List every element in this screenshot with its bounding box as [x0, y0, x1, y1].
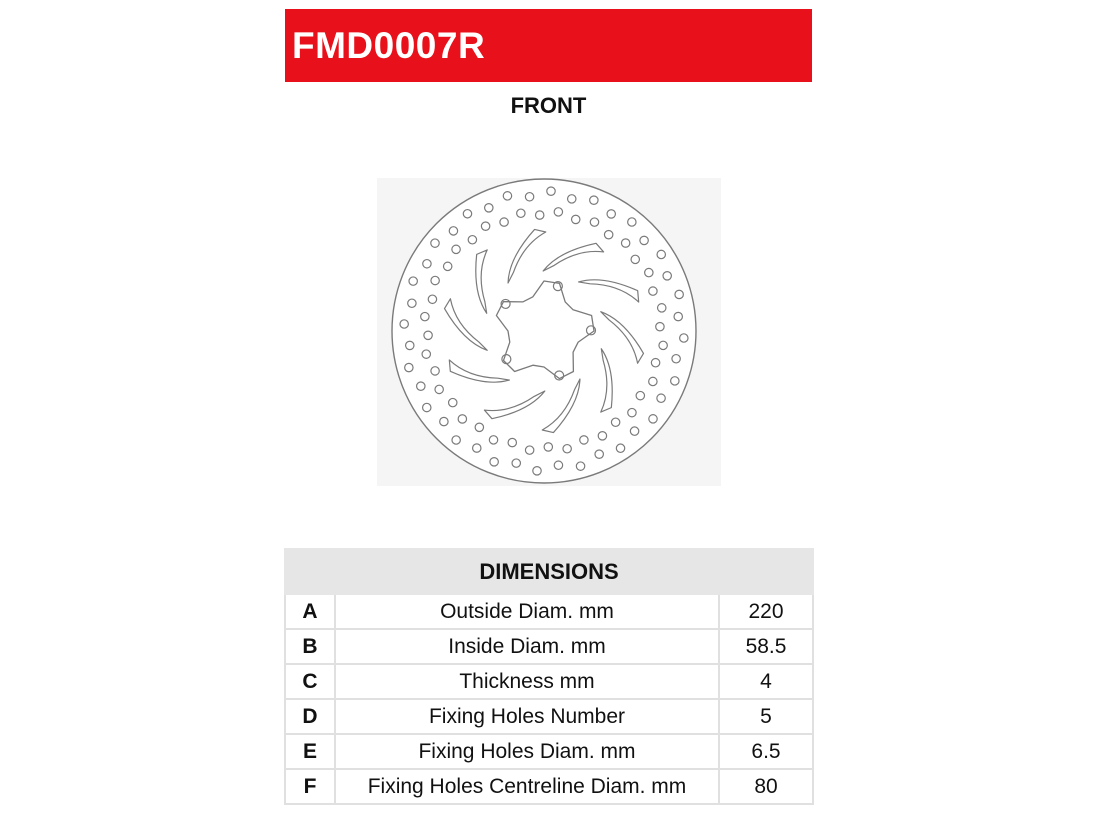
product-code: FMD0007R: [292, 24, 486, 66]
title-bar: [285, 9, 812, 82]
dimensions-header-row: [285, 549, 813, 594]
dimension-value: 6.5: [719, 734, 813, 769]
dimension-code: D: [285, 699, 335, 734]
dimension-value: 5: [719, 699, 813, 734]
dimension-code: E: [285, 734, 335, 769]
dimension-value: 58.5: [719, 629, 813, 664]
dimension-label: Fixing Holes Diam. mm: [335, 734, 719, 769]
dimension-code: A: [285, 594, 335, 629]
dimensions-table: [284, 548, 814, 805]
disc-drawing-area: [377, 178, 721, 486]
dimension-label: Thickness mm: [335, 664, 719, 699]
table-row: [285, 629, 813, 664]
dimension-code: C: [285, 664, 335, 699]
dimension-label: Fixing Holes Number: [335, 699, 719, 734]
dimension-code: B: [285, 629, 335, 664]
table-row: [285, 664, 813, 699]
dimension-label: Outside Diam. mm: [335, 594, 719, 629]
dimension-label: Inside Diam. mm: [335, 629, 719, 664]
table-row: [285, 699, 813, 734]
table-row: [285, 734, 813, 769]
dimension-label: Fixing Holes Centreline Diam. mm: [335, 769, 719, 804]
table-row: [285, 769, 813, 804]
dimension-value: 4: [719, 664, 813, 699]
dimensions-heading: DIMENSIONS: [285, 549, 813, 594]
dimension-value: 80: [719, 769, 813, 804]
dimension-value: 220: [719, 594, 813, 629]
dimension-code: F: [285, 769, 335, 804]
position-label: FRONT: [510, 93, 587, 118]
table-row: [285, 594, 813, 629]
brake-disc-drawing: [377, 178, 721, 486]
